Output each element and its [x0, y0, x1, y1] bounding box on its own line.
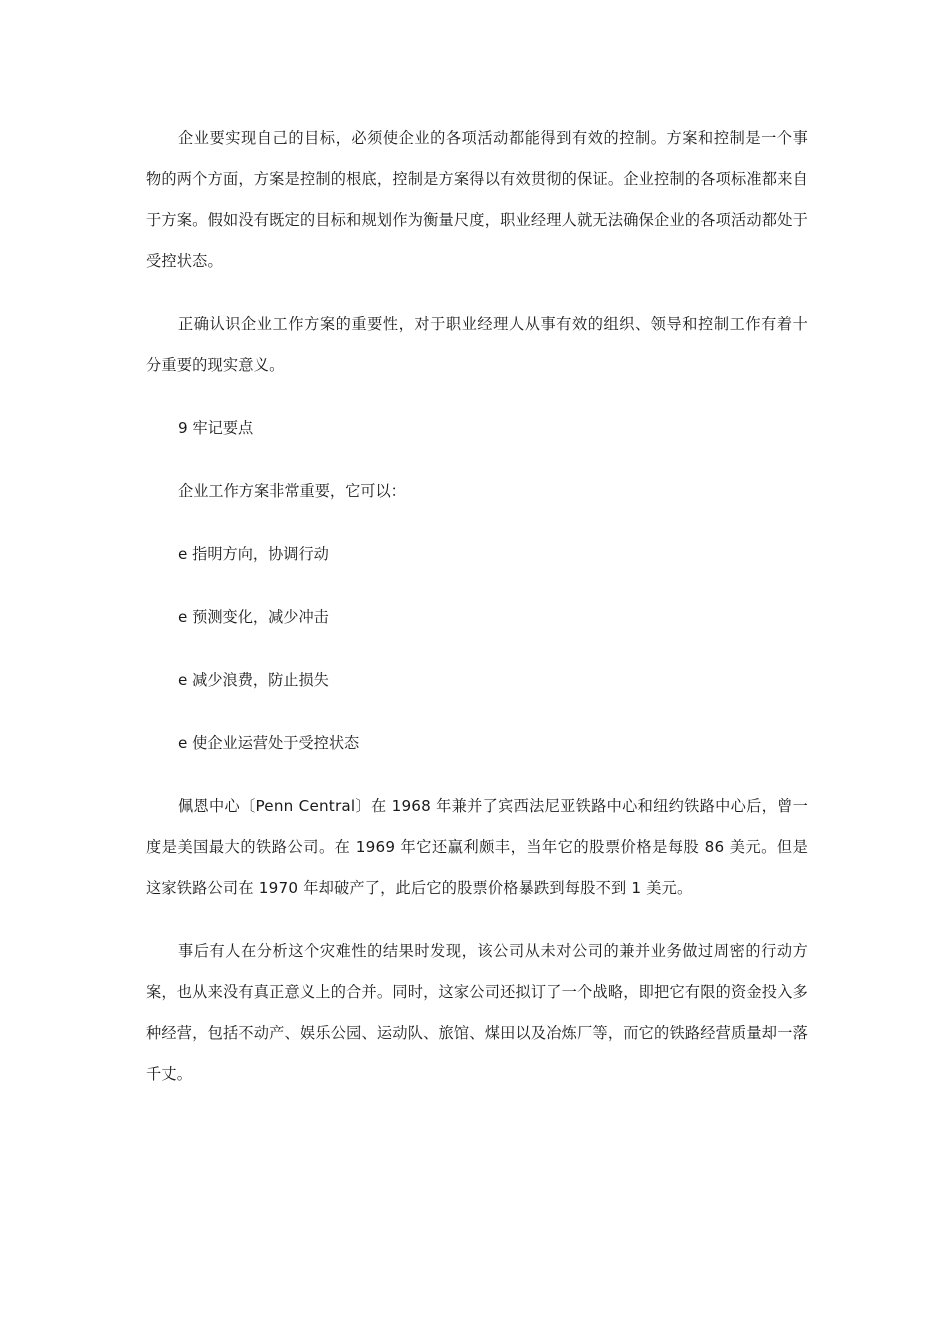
bullet-item: e 预测变化，减少冲击 — [178, 608, 329, 626]
paragraph-analysis: 事后有人在分析这个灾难性的结果时发现，该公司从未对公司的兼并业务做过周密的行动方案，也从来没有真正意义上的合并。同时，这家公司还拟订了一个战略，即把它有限的资金投入多种经营，包括不动产、娱乐公园、运动队、旅馆、煤田以及冶炼厂等，而它的铁路经营质量却一落千丈。 — [146, 942, 808, 1083]
paragraph-importance: 正确认识企业工作方案的重要性，对于职业经理人从事有效的组织、领导和控制工作有着十分重要的现实意义。 — [146, 315, 808, 374]
bullet-item: e 使企业运营处于受控状态 — [178, 734, 360, 752]
key-points-intro: 企业工作方案非常重要，它可以： — [178, 482, 406, 500]
document-body — [146, 118, 808, 1095]
paragraph-penn-central: 佩恩中心〔Penn Central〕在 1968 年兼并了宾西法尼亚铁路中心和纽约铁路中心后，曾一度是美国最大的铁路公司。在 1969 年它还赢利颇丰，当年它的股票价格是每股 86 美元。但是这家铁路公司在 1970 年却破产了，此后它的股票价格暴跌到每股不到 1 美元。 — [146, 797, 808, 897]
key-points-heading: 9 牢记要点 — [178, 419, 254, 437]
paragraph-planning-control: 企业要实现自己的目标，必须使企业的各项活动都能得到有效的控制。方案和控制是一个事物的两个方面，方案是控制的根底，控制是方案得以有效贯彻的保证。企业控制的各项标准都来自于方案。假如没有既定的目标和规划作为衡量尺度，职业经理人就无法确保企业的各项活动都处于受控状态。 — [146, 129, 808, 270]
bullet-item: e 减少浪费，防止损失 — [178, 671, 329, 689]
bullet-item: e 指明方向，协调行动 — [178, 545, 329, 563]
